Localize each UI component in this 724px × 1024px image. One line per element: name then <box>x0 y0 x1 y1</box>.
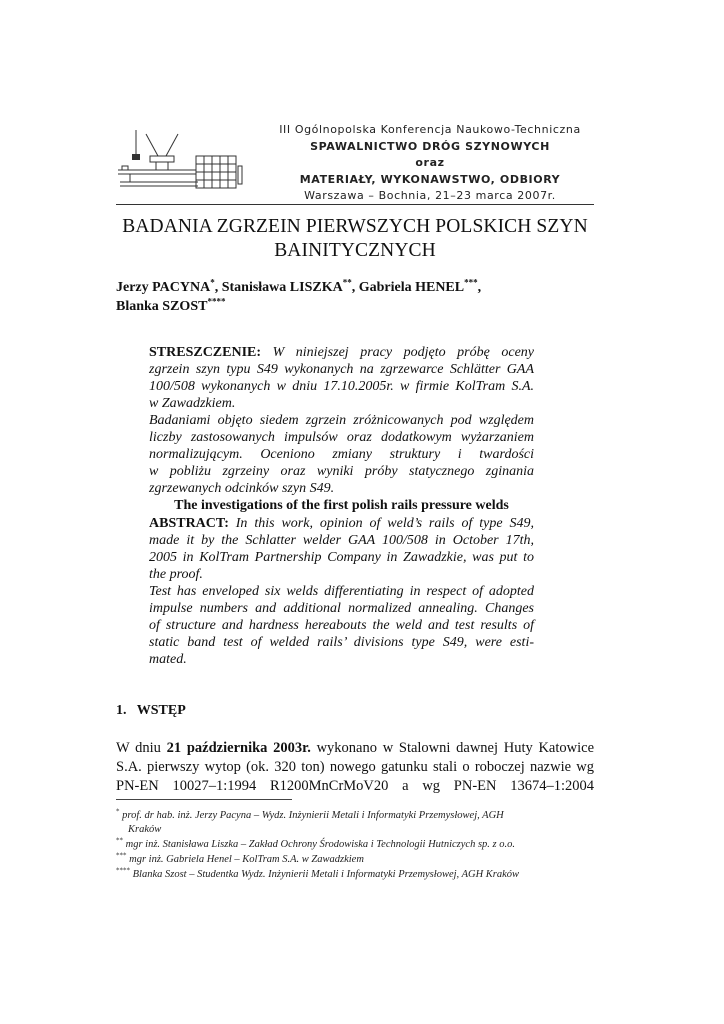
abstract-line-6: impulse numbers and additional normalized annealing. Changes <box>149 601 534 616</box>
footnote-1-continuation: Kraków <box>128 824 162 835</box>
streszczenie-line-6: liczby zastosowanych impulsów oraz dodatkowym wyżarzaniem <box>149 430 534 445</box>
abstract-line-3: 2005 in KolTram Partnership Company in Zawadzkie, was put to <box>149 550 534 565</box>
author-1: Jerzy PACYNA <box>116 280 211 295</box>
streszczenie-line-4: w Zawadzkiem. <box>149 396 236 411</box>
author-4: Blanka SZOST <box>116 299 208 314</box>
abstract-block <box>149 515 534 668</box>
conference-line-3: oraz <box>415 156 445 169</box>
streszczenie-line-2: zgrzein szyn typu S49 wykonanych na zgrzewarce Schlätter GAA <box>149 362 534 377</box>
footnote-1 <box>116 809 594 837</box>
footnote-2-text: mgr inż. Stanisława Liszka – Zakład Ochrony Środowiska i Technologii Hutniczych sp. z o.o. <box>123 839 516 850</box>
footnote-2 <box>116 838 594 852</box>
streszczenie-label: STRESZCZENIE: <box>149 345 262 360</box>
streszczenie-block <box>149 344 534 497</box>
author-2: , Stanisława LISZKA <box>214 280 343 295</box>
author-1-mark: * <box>210 277 215 288</box>
footnote-4-mark: **** <box>116 866 130 875</box>
abstract-line-7: of structure and hardness hereabouts the weld and test results of <box>149 618 534 633</box>
footnote-2-mark: ** <box>116 836 123 845</box>
streszczenie-line-5: Badaniami objęto siedem zgrzein zróżnicowanych pod względem <box>149 413 534 428</box>
footnote-1-mark: * <box>116 807 120 816</box>
author-separator: , <box>477 280 482 295</box>
footnote-3-text: mgr inż. Gabriela Henel – KolTram S.A. w Zawadzkiem <box>126 854 364 865</box>
section-paragraph <box>116 739 594 796</box>
author-list <box>116 278 594 316</box>
paragraph-prefix: W dniu <box>116 740 167 756</box>
conference-header <box>250 122 610 205</box>
footnote-3-mark: *** <box>116 851 127 860</box>
footnote-1-text: prof. dr hab. inż. Jerzy Pacyna – Wydz. Inżynierii Metali i Informatyki Przemysłowej, AGH <box>119 810 504 821</box>
abstract-label: ABSTRACT: <box>149 516 229 531</box>
header-divider <box>116 204 594 205</box>
streszczenie-line-8: w pobliżu zgrzeiny oraz wyniki próby statycznego zginania <box>149 464 534 479</box>
abstract-line-5: Test has enveloped six welds differentiating in respect of adopted <box>149 584 534 599</box>
footnote-4-text: Blanka Szost – Studentka Wydz. Inżynierii Metali i Informatyki Przemysłowej, AGH Kraków <box>130 869 520 880</box>
conference-line-2: SPAWALNICTWO DRÓG SZYNOWYCH <box>310 139 550 153</box>
abstract-line-8: static band test of welded rails’ divisions type S49, were esti- <box>149 635 534 650</box>
paragraph-line-2: S.A. pierwszy wytop (ok. 320 ton) nowego gatunku stali o roboczej nazwie wg <box>116 759 594 775</box>
abstract-line-1: In this work, opinion of weld’s rails of type S49, <box>228 516 534 531</box>
author-3-mark: *** <box>464 277 478 288</box>
author-2-mark: ** <box>342 277 352 288</box>
footnote-3 <box>116 853 594 867</box>
english-title: The investigations of the first polish rails pressure welds <box>174 498 509 513</box>
footnote-divider <box>116 799 292 800</box>
footnote-4 <box>116 868 594 882</box>
author-3: , Gabriela HENEL <box>351 280 465 295</box>
conference-line-1: III Ogólnopolska Konferencja Naukowo-Techniczna <box>279 123 581 136</box>
section-heading: 1. WSTĘP <box>116 703 186 718</box>
abstract-line-4: the proof. <box>149 567 203 582</box>
paragraph-line-1: wykonano w Stalowni dawnej Huty Katowice <box>310 740 594 756</box>
paragraph-line-3: PN-EN 10027–1:1994 R1200MnCrMoV20 a wg PN-EN 13674–1:2004 <box>116 778 594 794</box>
paper-title-line-1: BADANIA ZGRZEIN PIERWSZYCH POLSKICH SZYN <box>122 216 588 237</box>
conference-logo <box>116 126 244 196</box>
abstract-line-2: made it by the Schlatter welder GAA 100/508 in October 17th, <box>149 533 534 548</box>
streszczenie-line-3: 100/508 wykonanych w dniu 17.10.2005r. w firmie KolTram S.A. <box>149 379 534 394</box>
conference-line-4: MATERIAŁY, WYKONAWSTWO, ODBIORY <box>299 172 561 186</box>
conference-line-5: Warszawa – Bochnia, 21–23 marca 2007r. <box>304 189 556 202</box>
author-4-mark: **** <box>207 296 226 307</box>
streszczenie-line-7: normalizującym. Oceniono zmiany struktury i twardości <box>149 447 534 462</box>
streszczenie-line-1: W niniejszej pracy podjęto próbę oceny <box>272 345 535 360</box>
paper-title <box>116 215 594 263</box>
paper-title-line-2: BAINITYCZNYCH <box>274 240 436 261</box>
paragraph-date: 21 października 2003r. <box>166 740 311 756</box>
streszczenie-line-9: zgrzewanych odcinków szyn S49. <box>149 481 335 496</box>
abstract-line-9: mated. <box>149 652 187 667</box>
